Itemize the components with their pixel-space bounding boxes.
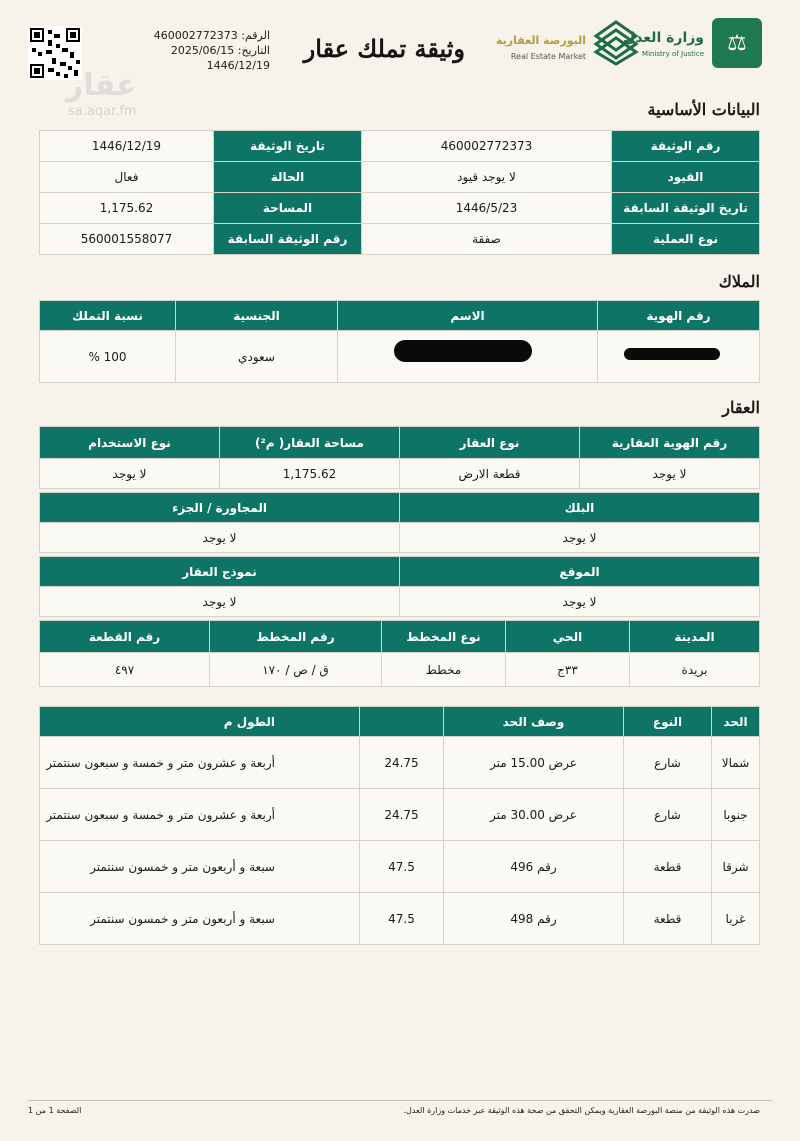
table-cell: لا يوجد bbox=[40, 459, 220, 489]
column-header: رقم المخطط bbox=[210, 621, 382, 653]
column-header: نوع الاستخدام bbox=[40, 427, 220, 459]
table-cell: لا يوجد bbox=[400, 587, 760, 617]
date-label: التاريخ: bbox=[237, 44, 270, 57]
field-label: تاريخ الوثيقة السابقة bbox=[612, 193, 760, 224]
footer-divider bbox=[28, 1100, 772, 1101]
justice-logo-sub: Ministry of Justice bbox=[642, 50, 704, 58]
column-header: نسبة التملك bbox=[40, 301, 176, 331]
table-cell: بريدة bbox=[630, 653, 760, 687]
number-value: 460002772373 bbox=[153, 29, 238, 42]
boundary-type: قطعة bbox=[624, 841, 712, 893]
aqar-watermark: عقار bbox=[66, 68, 137, 103]
field-value: 560001558077 bbox=[40, 224, 214, 255]
boundary-type: شارع bbox=[624, 789, 712, 841]
table-cell: ق / ص / ١٧٠ bbox=[210, 653, 382, 687]
table-cell: لا يوجد bbox=[40, 587, 400, 617]
boundary-length: 24.75 bbox=[360, 737, 444, 789]
boundary-length-text: أربعة و عشرون متر و خمسة و سبعون سنتمتر bbox=[40, 737, 360, 789]
column-header: مساحة العقار( م²) bbox=[220, 427, 400, 459]
owner-share: 100 % bbox=[40, 331, 176, 383]
table-cell: 1,175.62 bbox=[220, 459, 400, 489]
boundary-side: غربا bbox=[712, 893, 760, 945]
boundary-type: قطعة bbox=[624, 893, 712, 945]
column-header: وصف الحد bbox=[444, 707, 624, 737]
aqar-watermark-url: sa.aqar.fm bbox=[68, 104, 137, 119]
field-label: الحالة bbox=[214, 162, 362, 193]
boundary-desc: عرض 30.00 متر bbox=[444, 789, 624, 841]
column-header: الحي bbox=[506, 621, 630, 653]
property-table-1 bbox=[39, 426, 760, 489]
table-cell: لا يوجد bbox=[580, 459, 760, 489]
field-value: فعال bbox=[40, 162, 214, 193]
table-row bbox=[40, 737, 760, 789]
property-section-title: العقار bbox=[722, 398, 760, 417]
column-header: الجنسية bbox=[176, 301, 338, 331]
footer-page-number: الصفحة 1 من 1 bbox=[28, 1106, 82, 1115]
property-table-4 bbox=[39, 620, 760, 687]
boundary-length: 47.5 bbox=[360, 893, 444, 945]
table-cell: ٤٩٧ bbox=[40, 653, 210, 687]
table-row bbox=[40, 224, 760, 255]
table-header-row bbox=[40, 301, 760, 331]
boundary-length-text: سبعة و أربعون متر و خمسون سنتمتر bbox=[40, 841, 360, 893]
table-cell: ٣٣ج bbox=[506, 653, 630, 687]
boundary-side: شرقا bbox=[712, 841, 760, 893]
table-cell: قطعة الارض bbox=[400, 459, 580, 489]
boundary-length: 47.5 bbox=[360, 841, 444, 893]
field-label: رقم الوثيقة السابقة bbox=[214, 224, 362, 255]
property-table-2 bbox=[39, 492, 760, 553]
field-value: 1446/5/23 bbox=[362, 193, 612, 224]
table-header-row bbox=[40, 427, 760, 459]
boundary-desc: رقم 496 bbox=[444, 841, 624, 893]
table-row bbox=[40, 653, 760, 687]
table-row bbox=[40, 523, 760, 553]
boundary-desc: عرض 15.00 متر bbox=[444, 737, 624, 789]
owners-section-title: الملاك bbox=[718, 272, 760, 291]
boundary-desc: رقم 498 bbox=[444, 893, 624, 945]
column-header: نوع المخطط bbox=[382, 621, 506, 653]
redaction-name bbox=[394, 340, 532, 362]
column-header: الاسم bbox=[338, 301, 598, 331]
justice-logo-text: وزارة العدل bbox=[623, 30, 704, 46]
field-value: 460002772373 bbox=[362, 131, 612, 162]
boundaries-table bbox=[39, 706, 760, 945]
basic-data-table bbox=[39, 130, 760, 255]
column-header: نموذج العقار bbox=[40, 557, 400, 587]
table-row bbox=[40, 131, 760, 162]
boundary-side: شمالا bbox=[712, 737, 760, 789]
field-label: المساحة bbox=[214, 193, 362, 224]
table-header-row bbox=[40, 557, 760, 587]
property-table-3 bbox=[39, 556, 760, 617]
footer-note: صدرت هذه الوثيقة من منصة البورصة العقارية ويمكن التحقق من صحة هذه الوثيقة عبر خدمات وزارة العدل. bbox=[403, 1106, 760, 1115]
redaction-id bbox=[624, 348, 720, 360]
table-row bbox=[40, 193, 760, 224]
table-cell: مخطط bbox=[382, 653, 506, 687]
field-label: نوع العملية bbox=[612, 224, 760, 255]
document-meta bbox=[154, 28, 270, 73]
table-cell: لا يوجد bbox=[40, 523, 400, 553]
boundary-length-text: سبعة و أربعون متر و خمسون سنتمتر bbox=[40, 893, 360, 945]
field-label: القيود bbox=[612, 162, 760, 193]
table-row bbox=[40, 459, 760, 489]
column-header: المجاورة / الجزء bbox=[40, 493, 400, 523]
field-value: 1,175.62 bbox=[40, 193, 214, 224]
hijri-date: 1446/12/19 bbox=[206, 59, 270, 72]
boundary-length-text: أربعة و عشرون متر و خمسة و سبعون سنتمتر bbox=[40, 789, 360, 841]
column-header: رقم الهوية العقارية bbox=[580, 427, 760, 459]
boundary-type: شارع bbox=[624, 737, 712, 789]
table-header-row bbox=[40, 707, 760, 737]
basic-section-title: البيانات الأساسية bbox=[647, 100, 760, 119]
column-header: المدينة bbox=[630, 621, 760, 653]
table-cell: لا يوجد bbox=[400, 523, 760, 553]
document-title: وثيقة تملك عقار bbox=[303, 34, 465, 63]
table-row bbox=[40, 587, 760, 617]
field-value: لا يوجد قيود bbox=[362, 162, 612, 193]
field-value: صفقة bbox=[362, 224, 612, 255]
table-row bbox=[40, 789, 760, 841]
real-estate-exchange-logo-icon bbox=[592, 18, 640, 66]
owner-nationality: سعودي bbox=[176, 331, 338, 383]
boundary-side: جنوبا bbox=[712, 789, 760, 841]
column-header: رقم القطعة bbox=[40, 621, 210, 653]
field-label: تاريخ الوثيقة bbox=[214, 131, 362, 162]
table-header-row bbox=[40, 493, 760, 523]
exchange-logo-text: البورصة العقارية bbox=[495, 34, 586, 47]
column-header: نوع العقار bbox=[400, 427, 580, 459]
column-header: الحد bbox=[712, 707, 760, 737]
column-header: رقم الهوية bbox=[598, 301, 760, 331]
table-header-row bbox=[40, 621, 760, 653]
column-header: النوع bbox=[624, 707, 712, 737]
ministry-of-justice-logo-icon: ⚖ bbox=[712, 18, 762, 68]
field-label: رقم الوثيقة bbox=[612, 131, 760, 162]
table-row bbox=[40, 162, 760, 193]
field-value: 1446/12/19 bbox=[40, 131, 214, 162]
column-header: الطول م bbox=[40, 707, 360, 737]
date-value: 2025/06/15 bbox=[170, 44, 235, 57]
exchange-logo-sub: Real Estate Market bbox=[510, 52, 586, 61]
column-header: الموقع bbox=[400, 557, 760, 587]
table-row bbox=[40, 841, 760, 893]
boundary-length: 24.75 bbox=[360, 789, 444, 841]
column-header bbox=[360, 707, 444, 737]
number-label: الرقم: bbox=[241, 29, 270, 42]
table-row bbox=[40, 893, 760, 945]
column-header: البلك bbox=[400, 493, 760, 523]
